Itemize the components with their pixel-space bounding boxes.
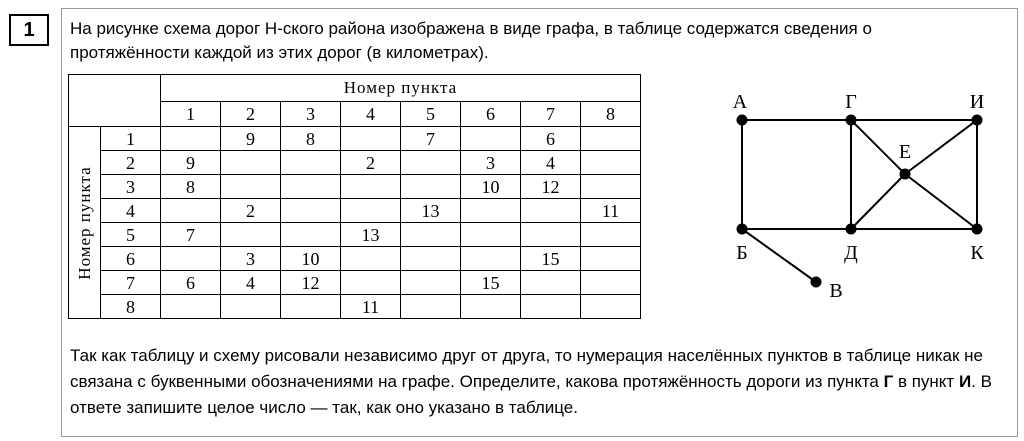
column-number: 5 [401,102,461,127]
table-cell [401,151,461,175]
table-row [69,175,641,199]
column-number: 3 [281,102,341,127]
table-cell: 2 [221,199,281,223]
question-part-1: Так как таблицу и схему рисовали независимо друг от друга, то нумерация населённых пунктов в таблице никак не связана с буквенными обозначениями на графе. Определите, какова протяжённость дороги из пункта [70,346,983,391]
table-cell [341,199,401,223]
table-cell: 12 [521,175,581,199]
table-row [69,127,641,151]
row-number: 7 [101,271,161,295]
table-cell [581,175,641,199]
table-row [69,247,641,271]
table-cell [581,271,641,295]
question-part-2: . В ответе запишите целое число — так, как оно указано в таблице. [70,372,992,417]
table-cell [281,223,341,247]
question-text [70,343,1010,421]
row-number: 4 [101,199,161,223]
row-header-label: Номер пункта [74,165,94,280]
table-cell [581,295,641,319]
table-cell: 4 [521,151,581,175]
table-cell [401,295,461,319]
column-number: 4 [341,102,401,127]
column-number: 6 [461,102,521,127]
table-cell [281,199,341,223]
table-cell [461,295,521,319]
column-number: 1 [161,102,221,127]
table-cell [521,223,581,247]
table-cell [221,175,281,199]
table-cell: 2 [341,151,401,175]
table-row [69,223,641,247]
table-cell: 9 [221,127,281,151]
table-cell [581,127,641,151]
table-cell [161,199,221,223]
table-cell [341,127,401,151]
question-to-point: И [958,372,972,391]
table-cell: 13 [401,199,461,223]
table-cell [461,223,521,247]
table-cell [161,295,221,319]
table-cell: 3 [461,151,521,175]
graph-edge [742,229,816,282]
row-header [69,127,101,319]
table-cell: 8 [161,175,221,199]
table-cell [161,127,221,151]
graph-node [811,277,822,288]
graph-node [737,115,748,126]
table-cell [521,295,581,319]
graph-node-label: Д [844,242,858,264]
table-cell [461,247,521,271]
table-cell [581,223,641,247]
graph-node-label: К [970,242,984,264]
column-number: 2 [221,102,281,127]
table-cell [581,151,641,175]
task-number-badge: 1 [9,14,49,46]
table-row [69,199,641,223]
table-cell [221,295,281,319]
table-cell [401,271,461,295]
row-number: 2 [101,151,161,175]
graph-node [900,169,911,180]
row-number: 5 [101,223,161,247]
table-cell [401,247,461,271]
table-cell [341,175,401,199]
table-cell [221,151,281,175]
table-cell: 4 [221,271,281,295]
table-cell [521,199,581,223]
row-number: 3 [101,175,161,199]
graph-node-label: Б [736,242,748,264]
graph-node [846,115,857,126]
table-row [69,151,641,175]
table-cell: 11 [341,295,401,319]
graph-node-label: Е [898,141,912,163]
question-from-point: Г [883,372,894,391]
table-cell [281,151,341,175]
table-cell: 10 [461,175,521,199]
intro-text: На рисунке схема дорог Н-ского района изображена в виде графа, в таблице содержатся сведения о протяжённости каждой из этих дорог (в километрах). [70,19,872,62]
column-number: 7 [521,102,581,127]
table-cell [341,271,401,295]
graph-node [972,115,983,126]
column-header: Номер пункта [161,75,641,102]
table-row [69,271,641,295]
table-cell: 7 [161,223,221,247]
table-cell: 8 [281,127,341,151]
table-cell [161,247,221,271]
table-cell: 11 [581,199,641,223]
table-cell: 12 [281,271,341,295]
row-number: 6 [101,247,161,271]
graph-node-label: И [969,91,985,113]
graph-node [846,224,857,235]
table-cell [281,295,341,319]
question-mid: в пункт [893,372,959,391]
graph-edge [905,120,977,174]
graph-edge [851,174,905,229]
table-cell [521,271,581,295]
road-graph [720,86,1010,306]
column-number: 8 [581,102,641,127]
table-cell: 10 [281,247,341,271]
graph-node [972,224,983,235]
table-cell: 13 [341,223,401,247]
row-number: 1 [101,127,161,151]
table-cell: 7 [401,127,461,151]
graph-node-label: А [732,91,748,113]
graph-node-label: В [829,280,843,302]
table-cell: 15 [521,247,581,271]
table-cell: 6 [161,271,221,295]
table-cell [281,175,341,199]
table-cell [461,199,521,223]
graph-edge [905,174,977,229]
table-cell: 15 [461,271,521,295]
table-cell: 6 [521,127,581,151]
table-cell [401,223,461,247]
table-cell [221,223,281,247]
row-number: 8 [101,295,161,319]
table-cell [461,127,521,151]
table-corner-cell [69,75,161,127]
graph-edge [851,120,905,174]
table-cell: 9 [161,151,221,175]
table-cell [401,175,461,199]
table-row [69,295,641,319]
roads-table [68,74,641,319]
graph-node-label: Г [845,91,857,113]
table-cell [341,247,401,271]
graph-node [737,224,748,235]
table-cell: 3 [221,247,281,271]
table-cell [581,247,641,271]
